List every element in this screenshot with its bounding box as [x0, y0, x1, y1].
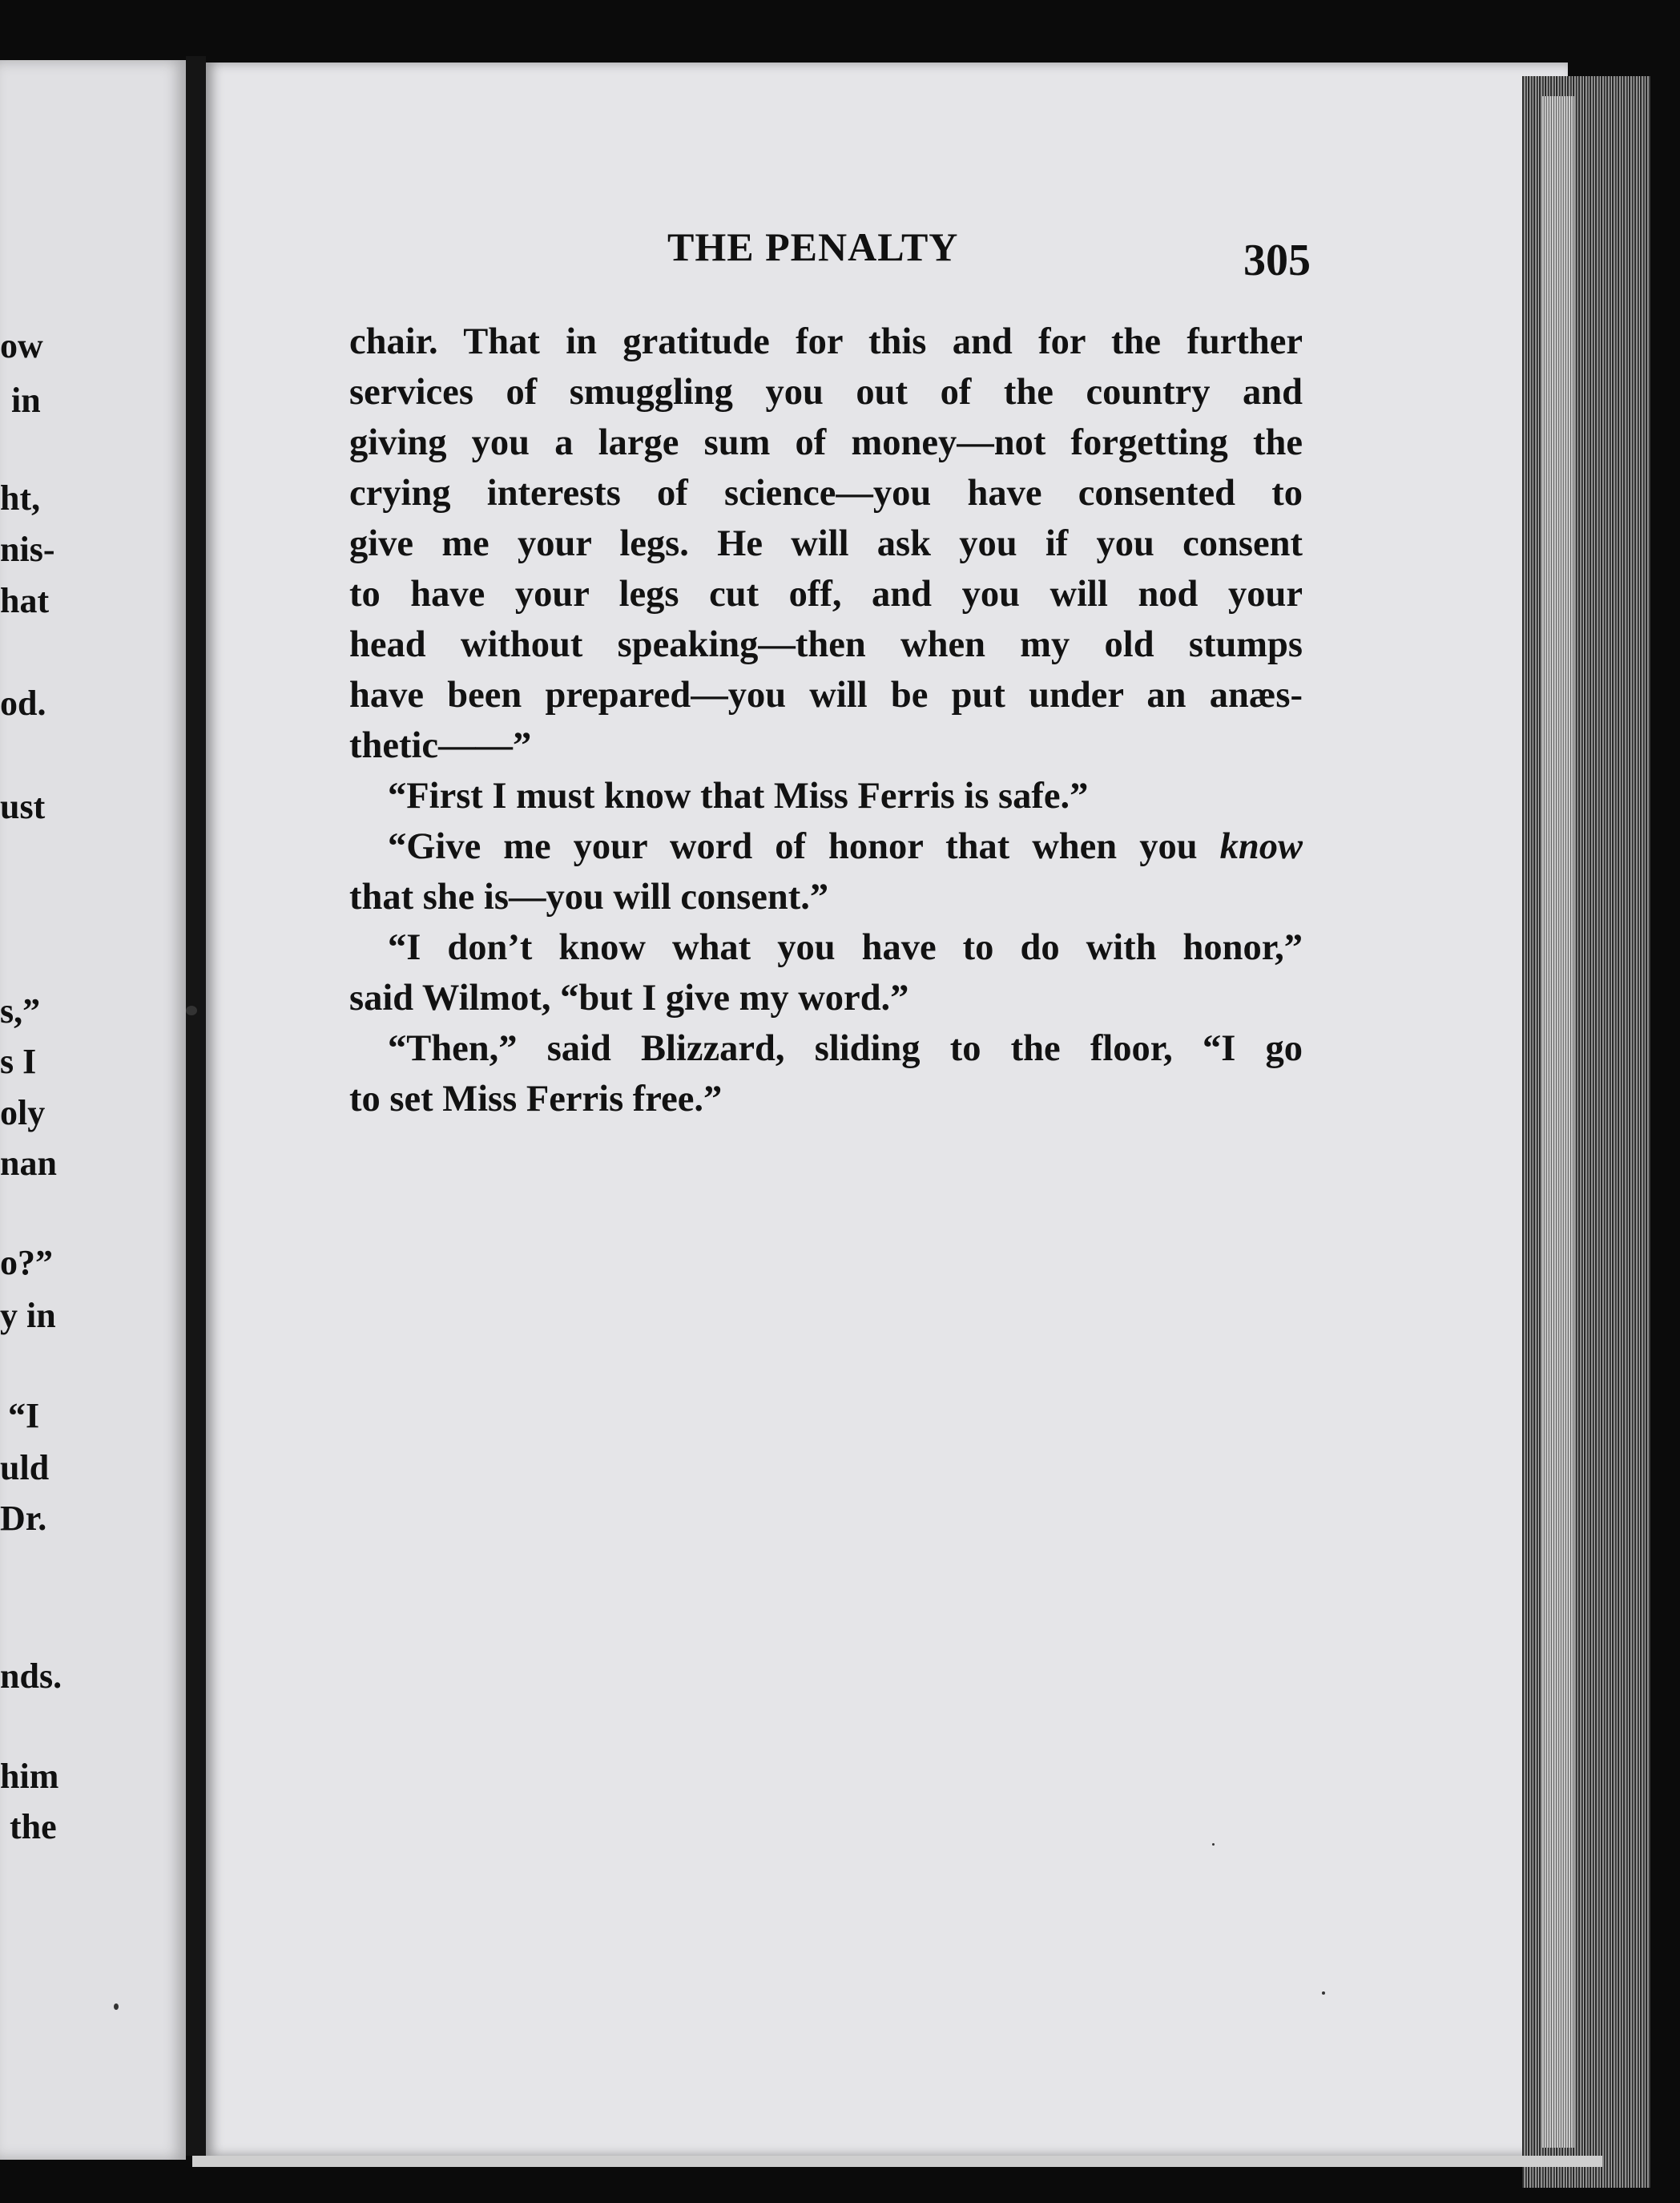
italic-word: know — [1219, 826, 1303, 867]
scan-speck — [1322, 1991, 1325, 1995]
left-fragment: ht, — [0, 478, 41, 518]
left-fragment: nan — [0, 1144, 57, 1183]
book-gutter — [186, 56, 206, 2156]
left-fragment: oly — [0, 1093, 46, 1132]
left-fragment: s,” — [0, 991, 41, 1031]
left-fragment: the — [10, 1807, 57, 1846]
scan-speck — [114, 2003, 119, 2010]
text-line: to have your legs cut off, and you will nod your — [349, 574, 1303, 615]
body-text — [349, 317, 1303, 1124]
text-line: giving you a large sum of money—not forgetting the — [349, 422, 1303, 463]
left-fragment: “I — [8, 1396, 40, 1435]
text-line-start: “Give me your word of honor that when you — [388, 826, 1220, 867]
left-fragment: uld — [0, 1448, 50, 1487]
left-fragment: Dr. — [0, 1499, 47, 1538]
page-stack-edge — [1522, 76, 1650, 2188]
text-line: to set Miss Ferris free.” — [349, 1079, 723, 1120]
running-header-title: THE PENALTY — [667, 224, 959, 269]
left-fragment: od. — [0, 684, 46, 723]
text-line: services of smuggling you out of the country and — [349, 372, 1303, 413]
text-line: crying interests of science—you have consented to — [349, 473, 1303, 514]
left-fragment: s I — [0, 1042, 37, 1081]
left-fragment: y in — [0, 1296, 56, 1335]
left-fragment: ust — [0, 787, 46, 826]
left-fragment: nds. — [0, 1656, 62, 1696]
left-fragment: hat — [0, 581, 50, 620]
left-fragment: him — [0, 1757, 59, 1796]
text-line: chair. That in gratitude for this and for the further — [349, 321, 1303, 362]
left-fragment: o?” — [0, 1243, 53, 1282]
text-line: head without speaking—then when my old stumps — [349, 624, 1303, 665]
text-line: said Wilmot, “but I give my word.” — [349, 978, 909, 1019]
text-line: have been prepared—you will be put under an anæs- — [349, 675, 1303, 716]
page-stack-edge-highlight — [1542, 96, 1574, 2148]
text-line: “Then,” said Blizzard, sliding to the floor, “I go — [388, 1028, 1303, 1069]
page-bottom-edge — [192, 2156, 1602, 2167]
left-fragment: ow — [0, 326, 43, 365]
page-number: 305 — [1243, 236, 1311, 285]
scan-speck — [1212, 1843, 1215, 1846]
text-line: “I don’t know what you have to do with honor,” — [388, 927, 1303, 968]
text-line: that she is—you will consent.” — [349, 877, 829, 918]
text-line: thetic——” — [349, 725, 532, 766]
text-line: “First I must know that Miss Ferris is safe.” — [388, 776, 1089, 817]
left-fragment: nis- — [0, 530, 55, 569]
scan-speck — [186, 1006, 197, 1015]
text-line: give me your legs. He will ask you if you consent — [349, 523, 1303, 564]
text-line — [349, 821, 1303, 872]
left-fragment: in — [11, 381, 41, 420]
